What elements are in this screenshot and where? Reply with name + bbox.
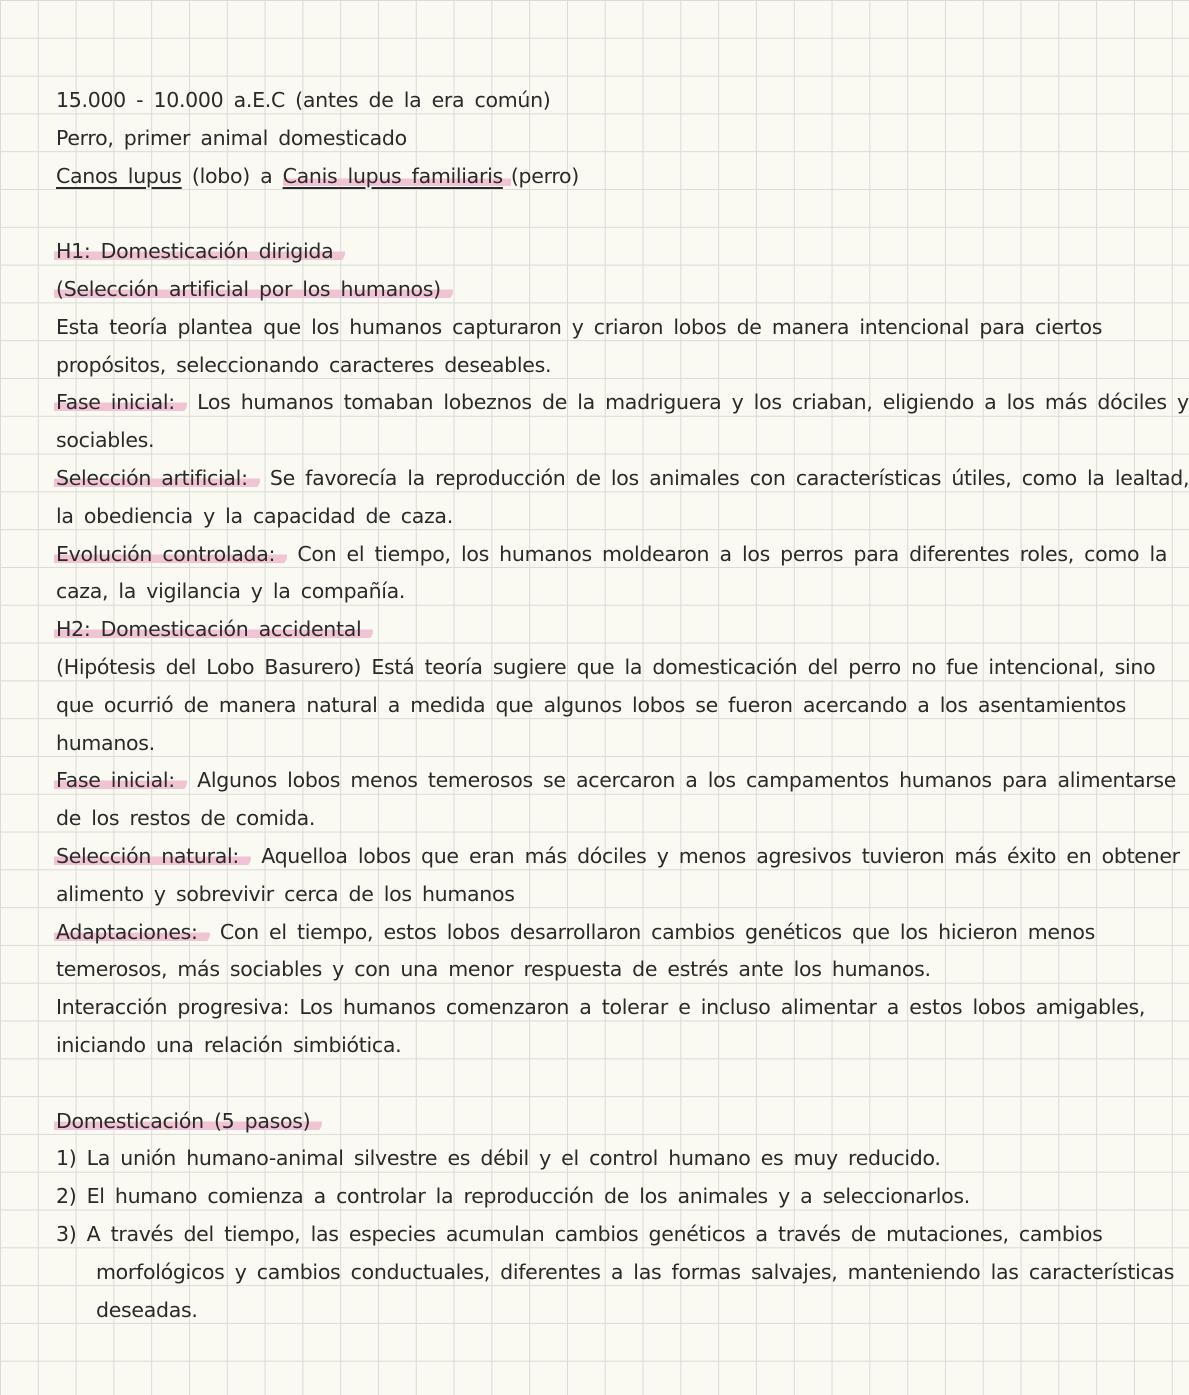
h1-description-line: Esta teoría plantea que los humanos capturaron y criaron lobos de manera intencional para ciertos	[56, 314, 1103, 339]
h2-phase-text: alimento y sobrevivir cerca de los humanos	[56, 881, 515, 906]
species-from: Canos lupus	[56, 163, 182, 188]
h2-phase-label: Adaptaciones:	[54, 920, 210, 944]
date-range: 15.000 - 10.000 a.E.C (antes de la era común)	[56, 88, 551, 112]
h2-phase-label: Interacción progresiva:	[56, 995, 290, 1020]
h1-title-line	[56, 233, 1016, 271]
species-line	[56, 158, 1016, 196]
h2-phase-line	[56, 989, 1146, 1027]
h1-phase-line	[56, 384, 1189, 422]
h2-description-line: humanos.	[56, 730, 155, 755]
h2-phase-label: Fase inicial:	[54, 768, 187, 792]
steps-title: Domesticación (5 pasos)	[54, 1109, 322, 1133]
species-from-note: (lobo) a	[191, 163, 273, 188]
h1-phase-text: sociables.	[56, 428, 155, 453]
h2-phase-text: Algunos lobos menos temerosos se acercaron a los campamentos humanos para alimentarse	[197, 768, 1177, 793]
species-to: Canis lupus familiaris	[283, 164, 511, 188]
h2-description-line: que ocurrió de manera natural a medida que algunos lobos se fueron acercando a los asentamientos	[56, 692, 1127, 717]
blank-line	[56, 195, 1016, 233]
h1-description-line: propósitos, seleccionando caracteres deseables.	[56, 352, 552, 377]
h2-phase-text: Aquelloa lobos que eran más dóciles y menos agresivos tuvieron más éxito en obtener	[261, 843, 1180, 868]
h2-description-line: (Hipótesis del Lobo Basurero) Está teoría sugiere que la domesticación del perro no fue intencional, sino	[56, 654, 1156, 679]
h1-subtitle-line	[56, 271, 1016, 309]
species-to-note: (perro)	[510, 163, 579, 188]
h2-phase-line	[56, 838, 1180, 876]
blank-line	[56, 1065, 1016, 1103]
h1-phase-label: Evolución controlada:	[54, 542, 287, 566]
h2-phase-line	[56, 762, 1177, 800]
h1-phase-text: Con el tiempo, los humanos moldearon a los perros para diferentes roles, como la	[297, 541, 1168, 566]
step-item-continuation: morfológicos y cambios conductuales, diferentes a las formas salvajes, manteniendo las características	[96, 1259, 1175, 1284]
h1-phase-text: Los humanos tomaban lobeznos de la madriguera y los criaban, eligiendo a los más dóciles y	[197, 390, 1189, 415]
steps-title-line	[56, 1103, 1016, 1141]
h1-phase-label: Selección artificial:	[54, 466, 260, 490]
h1-phase-line	[56, 460, 1189, 498]
h2-title-line	[56, 611, 1016, 649]
h2-phase-text: Los humanos comenzaron a tolerar e incluso alimentar a estos lobos amigables,	[299, 995, 1146, 1020]
h2-title: H2: Domesticación accidental	[54, 617, 373, 641]
h2-phase-label: Selección natural:	[54, 844, 251, 868]
h1-phase-text: la obediencia y la capacidad de caza.	[56, 503, 453, 528]
h1-title: H1: Domesticación dirigida	[54, 239, 345, 263]
h2-phase-text: de los restos de comida.	[56, 806, 316, 831]
handwritten-note	[56, 82, 1189, 1329]
h1-phase-label: Fase inicial:	[54, 390, 187, 414]
first-animal-line: Perro, primer animal domesticado	[56, 125, 407, 150]
step-item: 3) A través del tiempo, las especies acumulan cambios genéticos a través de mutaciones, cambios	[56, 1221, 1103, 1246]
h2-phase-text: temerosos, más sociables y con una menor respuesta de estrés ante los humanos.	[56, 957, 931, 982]
h2-phase-line	[56, 914, 1096, 952]
h2-phase-text: iniciando una relación simbiótica.	[56, 1032, 402, 1057]
h1-phase-text: caza, la vigilancia y la compañía.	[56, 579, 406, 604]
h1-subtitle: (Selección artificial por los humanos)	[54, 277, 453, 301]
step-item: 1) La unión humano-animal silvestre es débil y el control humano es muy reducido.	[56, 1146, 941, 1171]
step-item: 2) El humano comienza a controlar la reproducción de los animales y a seleccionarlos.	[56, 1184, 970, 1209]
h2-phase-text: Con el tiempo, estos lobos desarrollaron cambios genéticos que los hicieron menos	[219, 919, 1096, 944]
step-item-continuation: deseadas.	[96, 1297, 198, 1322]
h1-phase-text: Se favorecía la reproducción de los animales con características útiles, como la lealtad,	[269, 465, 1189, 490]
h1-phase-line	[56, 536, 1168, 574]
